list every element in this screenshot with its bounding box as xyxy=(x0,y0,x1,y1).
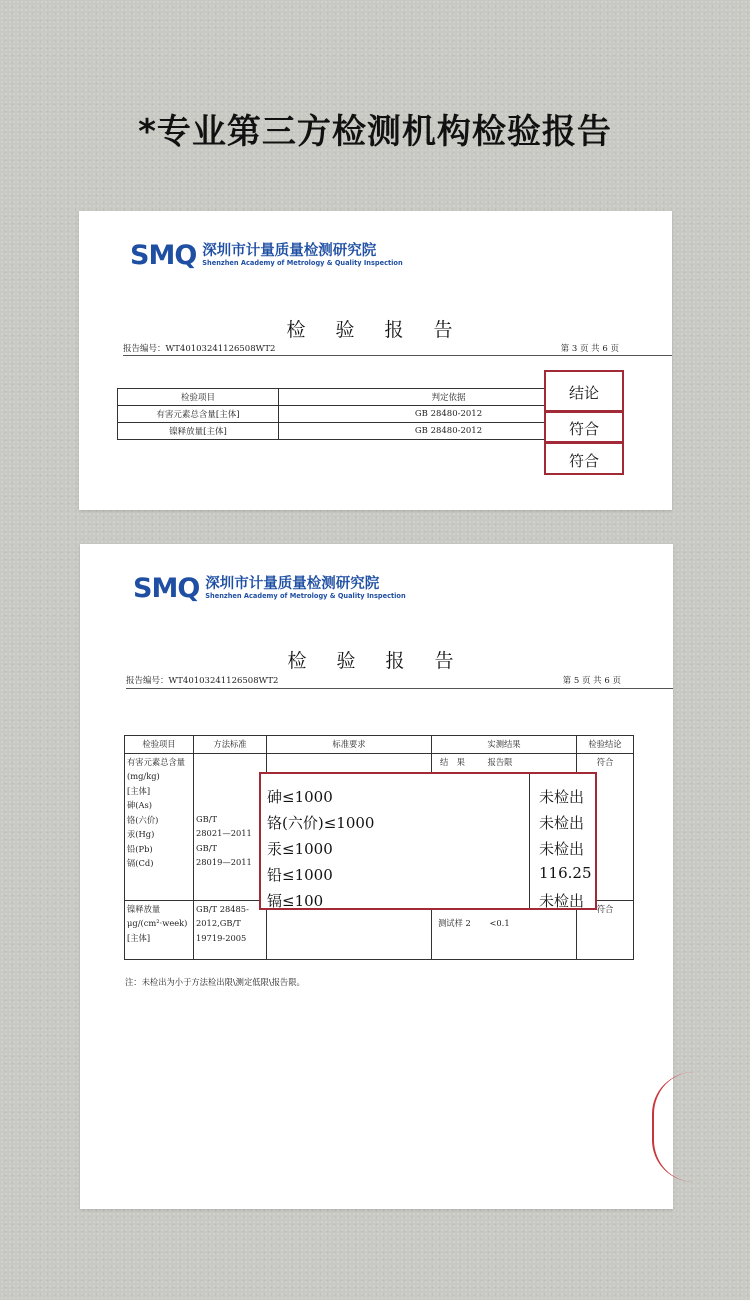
conclusion-header-box xyxy=(544,370,624,412)
logo-en-name: Shenzhen Academy of Metrology & Quality Inspection xyxy=(202,259,403,268)
header-basis: 判定依据 xyxy=(279,389,619,406)
footnote: 注：未检出为小于方法检出限\测定低限\报告限。 xyxy=(125,977,305,987)
logo-mark: SMQ xyxy=(133,573,200,604)
logo-mark: SMQ xyxy=(130,240,197,271)
page-number: 第 3 页 共 6 页 xyxy=(560,344,619,354)
item-cell: 镍释放量 μg/(cm²·week) [主体] xyxy=(125,900,194,959)
result-mercury: 未检出 xyxy=(539,840,585,858)
item-cell: 有害元素总含量 (mg/kg) [主体] 砷(As) 铬(六价) 汞(Hg) 铅(Pb) 镉(Cd) xyxy=(125,753,194,900)
highlight-overlay xyxy=(259,772,597,910)
sub-header-limit: 报告限 xyxy=(487,756,513,767)
result-arsenic: 未检出 xyxy=(539,788,585,806)
sub-header-result: 结 果 xyxy=(440,756,465,767)
report-title: 检 验 报 告 xyxy=(286,319,465,341)
report-number: 报告编号：WT40103241126508WT2 xyxy=(123,344,276,354)
report-title: 检 验 报 告 xyxy=(287,650,466,672)
smq-logo xyxy=(133,573,406,604)
smq-logo xyxy=(130,240,403,271)
basis-cell: GB 28480-2012 xyxy=(279,406,619,423)
header-method: 方法标准 xyxy=(194,736,267,754)
item-cell: 有害元素总含量[主体] xyxy=(118,406,279,423)
header-item: 检验项目 xyxy=(118,389,279,406)
result-chromium: 未检出 xyxy=(539,814,585,832)
result-cadmium: 未检出 xyxy=(539,892,585,910)
header-conclusion: 检验结论 xyxy=(577,736,634,754)
logo-cn-name: 深圳市计量质量检测研究院 xyxy=(205,576,380,593)
conclusion-value: 符合 xyxy=(568,452,599,470)
basis-cell: GB 28480-2012 xyxy=(279,423,619,440)
conclusion-header: 结论 xyxy=(568,384,599,402)
requirement-cadmium: 镉≤100 xyxy=(267,892,324,910)
requirement-chromium: 铬(六价)≤1000 xyxy=(267,814,375,832)
page-number: 第 5 页 共 6 页 xyxy=(562,676,621,686)
header-requirement: 标准要求 xyxy=(267,736,432,754)
method-cell: GB/T 28021—2011 GB/T 28019—2011 xyxy=(194,753,267,900)
sample-value: <0.1 xyxy=(489,917,510,928)
logo-en-name: Shenzhen Academy of Metrology & Quality Inspection xyxy=(205,592,406,601)
requirement-arsenic: 砷≤1000 xyxy=(267,788,333,806)
result-lead: 116.25 xyxy=(539,864,592,882)
logo-cn-name: 深圳市计量质量检测研究院 xyxy=(202,243,377,260)
conclusion-value: 符合 xyxy=(568,420,599,438)
requirement-mercury: 汞≤1000 xyxy=(267,840,333,858)
sample-label: 测试样 2 xyxy=(438,917,471,928)
conclusion-cell: 符合 xyxy=(577,900,634,959)
header-result: 实测结果 xyxy=(432,736,577,754)
report-sheet-1 xyxy=(79,211,672,510)
header-rule xyxy=(123,355,672,356)
conclusion-cell: 符合 xyxy=(577,753,634,900)
report-number: 报告编号：WT40103241126508WT2 xyxy=(126,676,279,686)
header-rule xyxy=(126,688,673,689)
conclusion-box xyxy=(544,411,624,443)
header-item: 检验项目 xyxy=(125,736,194,754)
method-cell: GB/T 28485- 2012,GB/T 19719-2005 xyxy=(194,900,267,959)
page-heading: *专业第三方检测机构检验报告 xyxy=(138,112,612,152)
overlay-divider xyxy=(529,774,530,908)
conclusion-box xyxy=(544,442,624,475)
item-cell: 镍释放量[主体] xyxy=(118,423,279,440)
requirement-lead: 铅≤1000 xyxy=(267,866,333,884)
